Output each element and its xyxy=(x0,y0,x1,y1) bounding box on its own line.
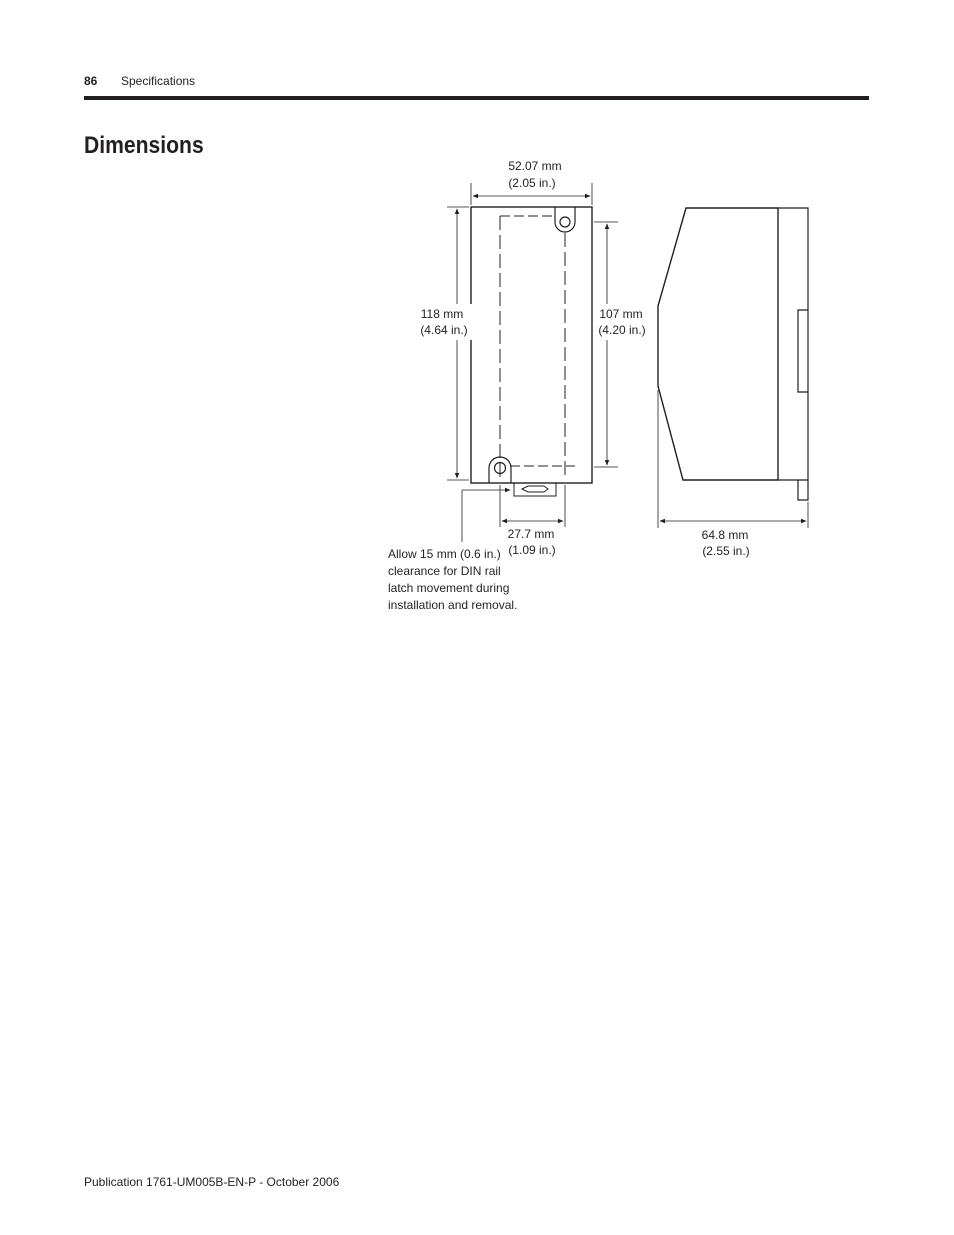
side-body-outline xyxy=(658,208,778,480)
clearance-note-line-2: clearance for DIN rail xyxy=(388,564,501,578)
din-rail-latch-slot xyxy=(522,486,548,492)
dim-depth-mm: 64.8 mm xyxy=(701,528,749,542)
dimension-height xyxy=(447,207,469,480)
page-title: Dimensions xyxy=(84,132,204,159)
front-body-outline xyxy=(471,207,592,483)
dim-height-mm: 118 mm xyxy=(420,307,464,321)
dim-hole-offset-mm: 27.7 mm xyxy=(507,527,555,541)
dimension-hole-spacing xyxy=(594,222,618,467)
dim-height-in: (4.64 in.) xyxy=(420,323,468,337)
dim-hole-spacing-mm: 107 mm xyxy=(599,307,643,321)
dim-width-mm: 52.07 mm xyxy=(508,159,562,173)
dim-depth-in: (2.55 in.) xyxy=(702,544,750,558)
dim-width-in: (2.05 in.) xyxy=(508,176,556,190)
dimension-hole-offset xyxy=(500,485,565,527)
front-view xyxy=(471,207,592,496)
section-name: Specifications xyxy=(121,74,196,88)
clearance-note-line-4: installation and removal. xyxy=(388,598,518,612)
clearance-leader xyxy=(462,490,510,542)
dim-hole-spacing-in: (4.20 in.) xyxy=(598,323,646,337)
side-view xyxy=(658,208,808,500)
clearance-note-line-3: latch movement during xyxy=(388,581,510,595)
clearance-note xyxy=(388,547,517,612)
dim-hole-offset-in: (1.09 in.) xyxy=(508,543,556,557)
din-rail-latch xyxy=(514,483,556,496)
side-rail-clip xyxy=(778,208,808,480)
page-number: 86 xyxy=(84,74,98,88)
side-latch-foot xyxy=(798,480,808,500)
clearance-note-line-1: Allow 15 mm (0.6 in.) xyxy=(388,547,501,561)
publication-footer: Publication 1761-UM005B-EN-P - October 2006 xyxy=(84,1175,340,1189)
